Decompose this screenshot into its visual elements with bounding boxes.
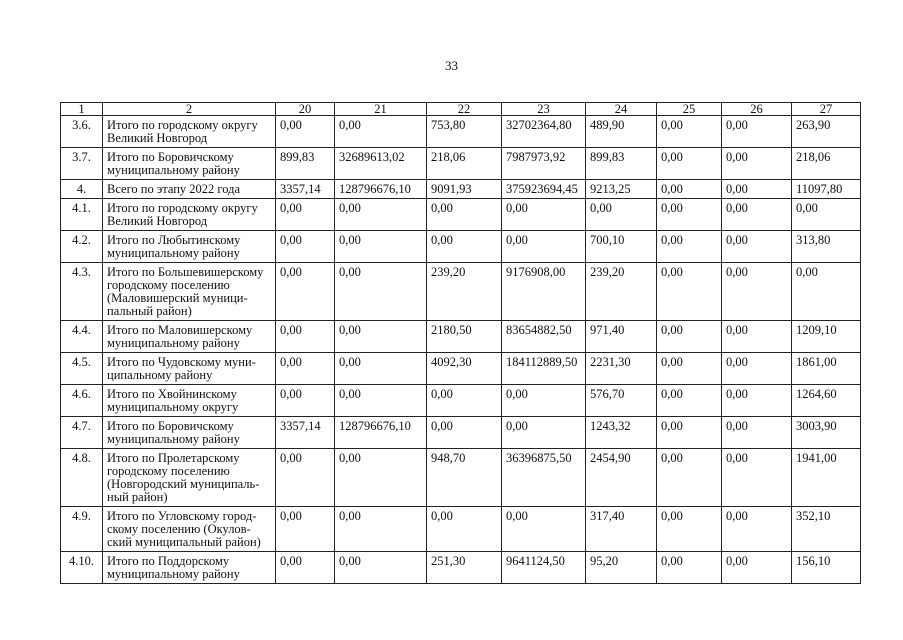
row-name: Всего по этапу 2022 года: [103, 180, 276, 199]
value-cell: 1941,00: [792, 449, 861, 507]
value-cell: 0,00: [722, 231, 792, 263]
value-cell: 0,00: [335, 263, 427, 321]
row-number: 4.5.: [61, 353, 103, 385]
row-name: Итого по городскому округу Великий Новгород: [103, 199, 276, 231]
value-cell: 3003,90: [792, 417, 861, 449]
row-number: 4.: [61, 180, 103, 199]
value-cell: 313,80: [792, 231, 861, 263]
value-cell: 7987973,92: [502, 148, 586, 180]
value-cell: 0,00: [722, 417, 792, 449]
page-number: 33: [445, 58, 458, 73]
value-cell: 9213,25: [586, 180, 657, 199]
column-header: 26: [722, 103, 792, 116]
table-row: [61, 417, 861, 449]
row-number: 3.6.: [61, 116, 103, 148]
value-cell: 95,20: [586, 552, 657, 584]
data-table: [60, 102, 861, 584]
value-cell: 3357,14: [276, 417, 335, 449]
value-cell: 1243,32: [586, 417, 657, 449]
value-cell: 0,00: [792, 263, 861, 321]
value-cell: 0,00: [335, 385, 427, 417]
value-cell: 0,00: [722, 385, 792, 417]
value-cell: 0,00: [657, 231, 722, 263]
table-row: [61, 148, 861, 180]
row-name: Итого по Угловскому город- скому поселению (Окулов- ский муниципальный район): [103, 507, 276, 552]
row-name: Итого по Пролетарскому городскому поселению (Новгородский муниципаль- ный район): [103, 449, 276, 507]
row-name: Итого по Чудовскому муни- ципальному району: [103, 353, 276, 385]
value-cell: 753,80: [427, 116, 502, 148]
row-name: Итого по Большевишерскому городскому поселению (Маловишерский муници- пальный район): [103, 263, 276, 321]
value-cell: 0,00: [335, 552, 427, 584]
row-name: Итого по Боровичскому муниципальному району: [103, 148, 276, 180]
value-cell: 0,00: [586, 199, 657, 231]
value-cell: 1861,00: [792, 353, 861, 385]
row-number: 3.7.: [61, 148, 103, 180]
value-cell: 0,00: [657, 507, 722, 552]
row-name: Итого по Хвойнинскому муниципальному округу: [103, 385, 276, 417]
value-cell: 184112889,50: [502, 353, 586, 385]
value-cell: 9176908,00: [502, 263, 586, 321]
table-header-row: [61, 103, 861, 116]
column-header: 27: [792, 103, 861, 116]
value-cell: 0,00: [335, 353, 427, 385]
value-cell: 0,00: [335, 199, 427, 231]
value-cell: 1264,60: [792, 385, 861, 417]
value-cell: 156,10: [792, 552, 861, 584]
table-row: [61, 199, 861, 231]
value-cell: 0,00: [427, 507, 502, 552]
table-row: [61, 321, 861, 353]
value-cell: 0,00: [657, 263, 722, 321]
value-cell: 0,00: [276, 449, 335, 507]
value-cell: 239,20: [586, 263, 657, 321]
value-cell: 317,40: [586, 507, 657, 552]
value-cell: 0,00: [722, 148, 792, 180]
row-number: 4.7.: [61, 417, 103, 449]
column-header: 21: [335, 103, 427, 116]
value-cell: 489,90: [586, 116, 657, 148]
value-cell: 11097,80: [792, 180, 861, 199]
value-cell: 0,00: [657, 552, 722, 584]
row-number: 4.3.: [61, 263, 103, 321]
value-cell: 0,00: [335, 321, 427, 353]
row-number: 4.8.: [61, 449, 103, 507]
value-cell: 128796676,10: [335, 180, 427, 199]
value-cell: 36396875,50: [502, 449, 586, 507]
value-cell: 899,83: [276, 148, 335, 180]
table-row: [61, 180, 861, 199]
value-cell: 0,00: [657, 449, 722, 507]
table-row: [61, 507, 861, 552]
value-cell: 700,10: [586, 231, 657, 263]
value-cell: 251,30: [427, 552, 502, 584]
value-cell: 899,83: [586, 148, 657, 180]
row-number: 4.6.: [61, 385, 103, 417]
value-cell: 0,00: [276, 116, 335, 148]
row-name: Итого по Боровичскому муниципальному району: [103, 417, 276, 449]
table-row: [61, 449, 861, 507]
value-cell: 0,00: [276, 321, 335, 353]
value-cell: 0,00: [722, 353, 792, 385]
value-cell: 0,00: [335, 507, 427, 552]
value-cell: 1209,10: [792, 321, 861, 353]
value-cell: 128796676,10: [335, 417, 427, 449]
value-cell: 0,00: [722, 199, 792, 231]
value-cell: 0,00: [657, 321, 722, 353]
value-cell: 0,00: [276, 263, 335, 321]
value-cell: 0,00: [657, 385, 722, 417]
value-cell: 4092,30: [427, 353, 502, 385]
value-cell: 83654882,50: [502, 321, 586, 353]
table-row: [61, 116, 861, 148]
value-cell: 0,00: [722, 449, 792, 507]
value-cell: 0,00: [427, 231, 502, 263]
value-cell: 239,20: [427, 263, 502, 321]
value-cell: 0,00: [427, 385, 502, 417]
value-cell: 0,00: [792, 199, 861, 231]
value-cell: 0,00: [276, 353, 335, 385]
value-cell: 971,40: [586, 321, 657, 353]
table-row: [61, 385, 861, 417]
column-header: 2: [103, 103, 276, 116]
column-header: 24: [586, 103, 657, 116]
value-cell: 0,00: [276, 385, 335, 417]
value-cell: 0,00: [502, 231, 586, 263]
value-cell: 0,00: [427, 199, 502, 231]
row-number: 4.1.: [61, 199, 103, 231]
value-cell: 2454,90: [586, 449, 657, 507]
column-header: 22: [427, 103, 502, 116]
row-number: 4.4.: [61, 321, 103, 353]
value-cell: 0,00: [657, 180, 722, 199]
value-cell: 0,00: [722, 321, 792, 353]
value-cell: 948,70: [427, 449, 502, 507]
value-cell: 0,00: [722, 507, 792, 552]
row-name: Итого по Маловишерскому муниципальному району: [103, 321, 276, 353]
value-cell: 375923694,45: [502, 180, 586, 199]
value-cell: 0,00: [276, 507, 335, 552]
row-number: 4.9.: [61, 507, 103, 552]
row-name: Итого по Поддорскому муниципальному району: [103, 552, 276, 584]
value-cell: 0,00: [657, 148, 722, 180]
value-cell: 0,00: [657, 116, 722, 148]
table-row: [61, 353, 861, 385]
value-cell: 0,00: [502, 507, 586, 552]
value-cell: 2231,30: [586, 353, 657, 385]
value-cell: 218,06: [427, 148, 502, 180]
value-cell: 0,00: [502, 199, 586, 231]
value-cell: 0,00: [276, 231, 335, 263]
value-cell: 0,00: [502, 417, 586, 449]
value-cell: 9641124,50: [502, 552, 586, 584]
value-cell: 576,70: [586, 385, 657, 417]
value-cell: 0,00: [276, 552, 335, 584]
value-cell: 0,00: [335, 231, 427, 263]
value-cell: 0,00: [276, 199, 335, 231]
row-name: Итого по городскому округу Великий Новгород: [103, 116, 276, 148]
column-header: 1: [61, 103, 103, 116]
value-cell: 0,00: [722, 263, 792, 321]
row-number: 4.2.: [61, 231, 103, 263]
value-cell: 0,00: [657, 199, 722, 231]
value-cell: 9091,93: [427, 180, 502, 199]
value-cell: 0,00: [657, 417, 722, 449]
value-cell: 0,00: [657, 353, 722, 385]
value-cell: 2180,50: [427, 321, 502, 353]
table-row: [61, 552, 861, 584]
value-cell: 0,00: [427, 417, 502, 449]
column-header: 20: [276, 103, 335, 116]
value-cell: 3357,14: [276, 180, 335, 199]
table-row: [61, 231, 861, 263]
value-cell: 32702364,80: [502, 116, 586, 148]
table-row: [61, 263, 861, 321]
value-cell: 0,00: [502, 385, 586, 417]
value-cell: 218,06: [792, 148, 861, 180]
value-cell: 0,00: [335, 449, 427, 507]
row-name: Итого по Любытинскому муниципальному району: [103, 231, 276, 263]
value-cell: 263,90: [792, 116, 861, 148]
column-header: 25: [657, 103, 722, 116]
value-cell: 352,10: [792, 507, 861, 552]
value-cell: 32689613,02: [335, 148, 427, 180]
value-cell: 0,00: [335, 116, 427, 148]
value-cell: 0,00: [722, 552, 792, 584]
value-cell: 0,00: [722, 180, 792, 199]
column-header: 23: [502, 103, 586, 116]
value-cell: 0,00: [722, 116, 792, 148]
row-number: 4.10.: [61, 552, 103, 584]
